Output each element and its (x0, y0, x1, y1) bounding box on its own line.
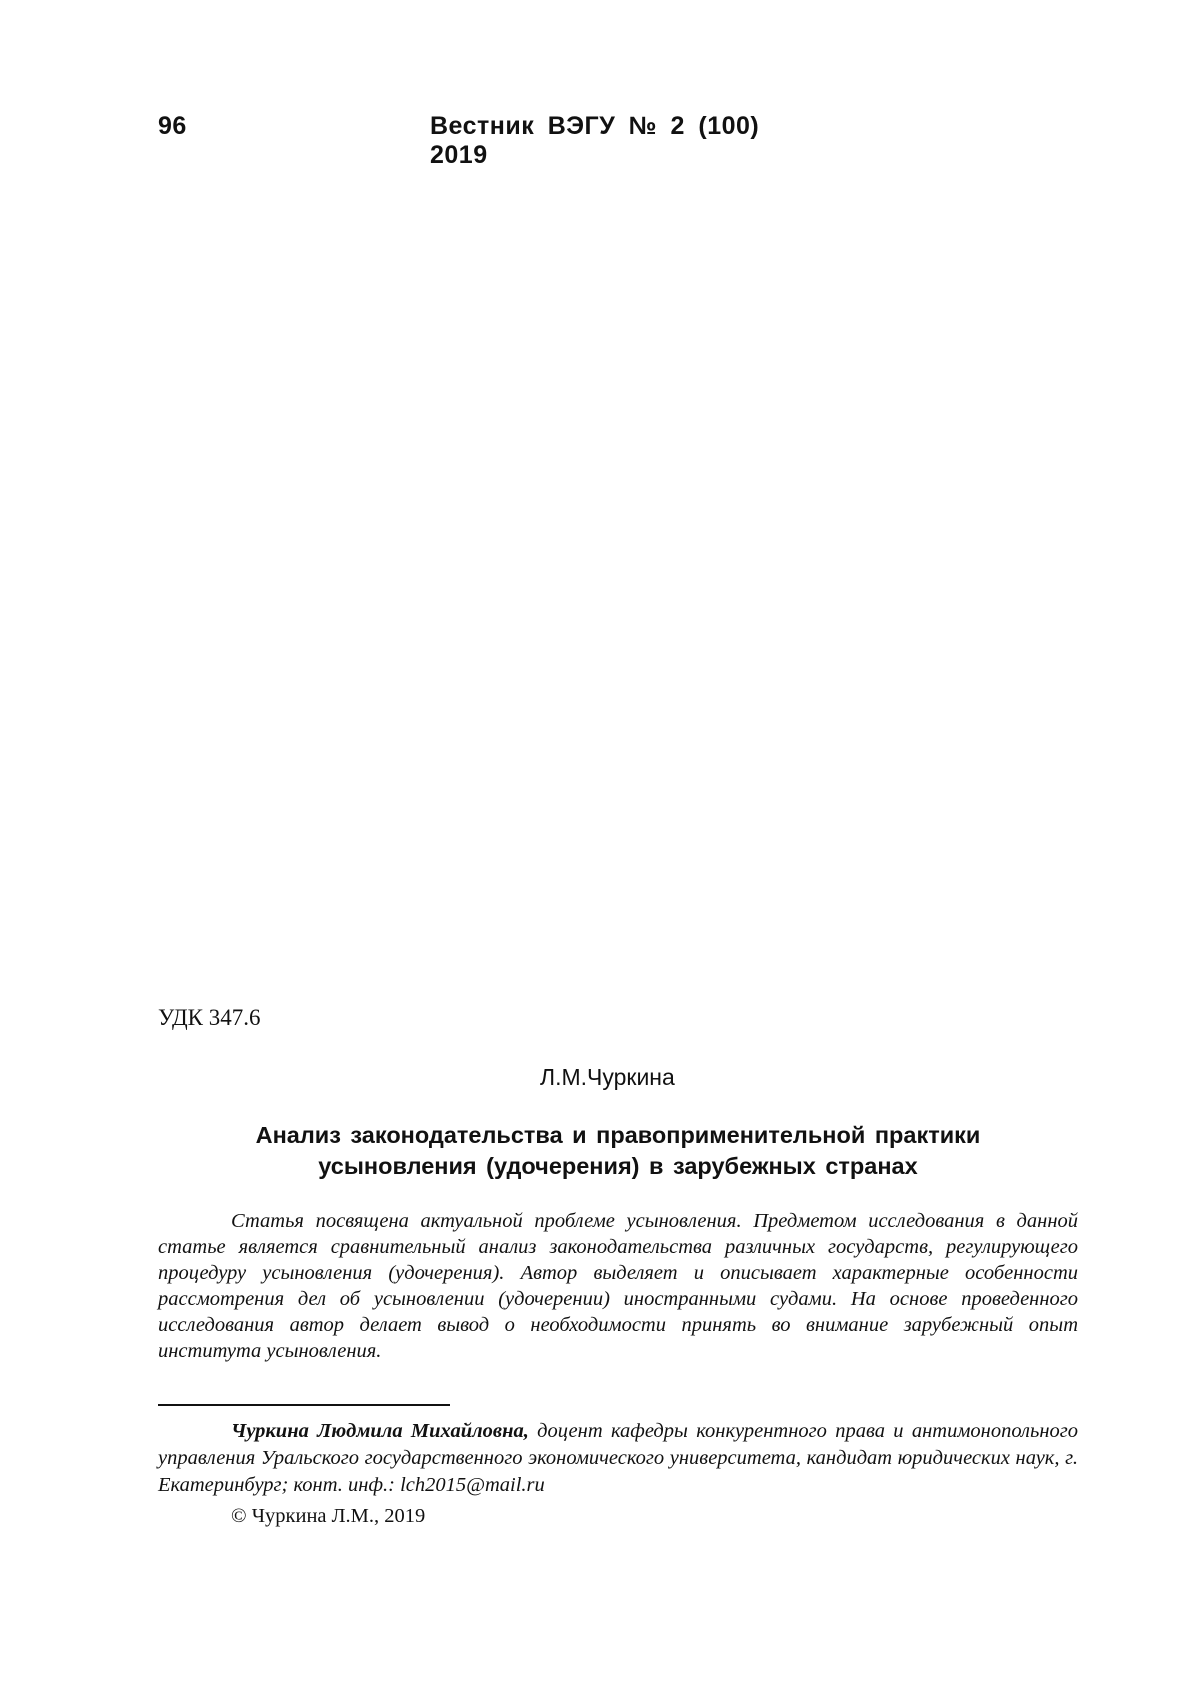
article-title-line-2: усыновления (удочерения) в зарубежных странах (318, 1153, 918, 1179)
running-header (158, 112, 808, 169)
udk-code: УДК 347.6 (158, 1005, 261, 1030)
author-name: Л.М.Чуркина (540, 1064, 675, 1090)
author-footnote (158, 1418, 1078, 1499)
article-title-line-1: Анализ законодательства и правоприменительной практики (255, 1122, 981, 1148)
article-title (158, 1120, 1078, 1182)
journal-title: Вестник ВЭГУ № 2 (100) 2019 (430, 112, 760, 169)
abstract: Статья посвящена актуальной проблеме усыновления. Предметом исследования в данной статье является сравнительный анализ законодательства различных государств, регулирующего процедуру усыновления (удочерения). Автор выделяет и описывает характерные особенности рассмотрения дел об усыновлении (удочерении) иностранными судами. На основе проведенного исследования автор делает вывод о необходимости принять во внимание зарубежный опыт института усыновления. (158, 1210, 1078, 1362)
footnote-author-name: Чуркина Людмила Михайловна, (231, 1420, 529, 1442)
page-number: 96 (158, 112, 187, 140)
footnote-divider (158, 1404, 450, 1406)
footnote-author-info: доцент кафедры конкурентного права и антимонопольного управления Уральского государственного экономического университета, кандидат юридических наук, г. Екатеринбург; конт. инф.: lch2015@mail.ru (158, 1420, 1078, 1496)
copyright-notice: © Чуркина Л.М., 2019 (231, 1505, 426, 1527)
